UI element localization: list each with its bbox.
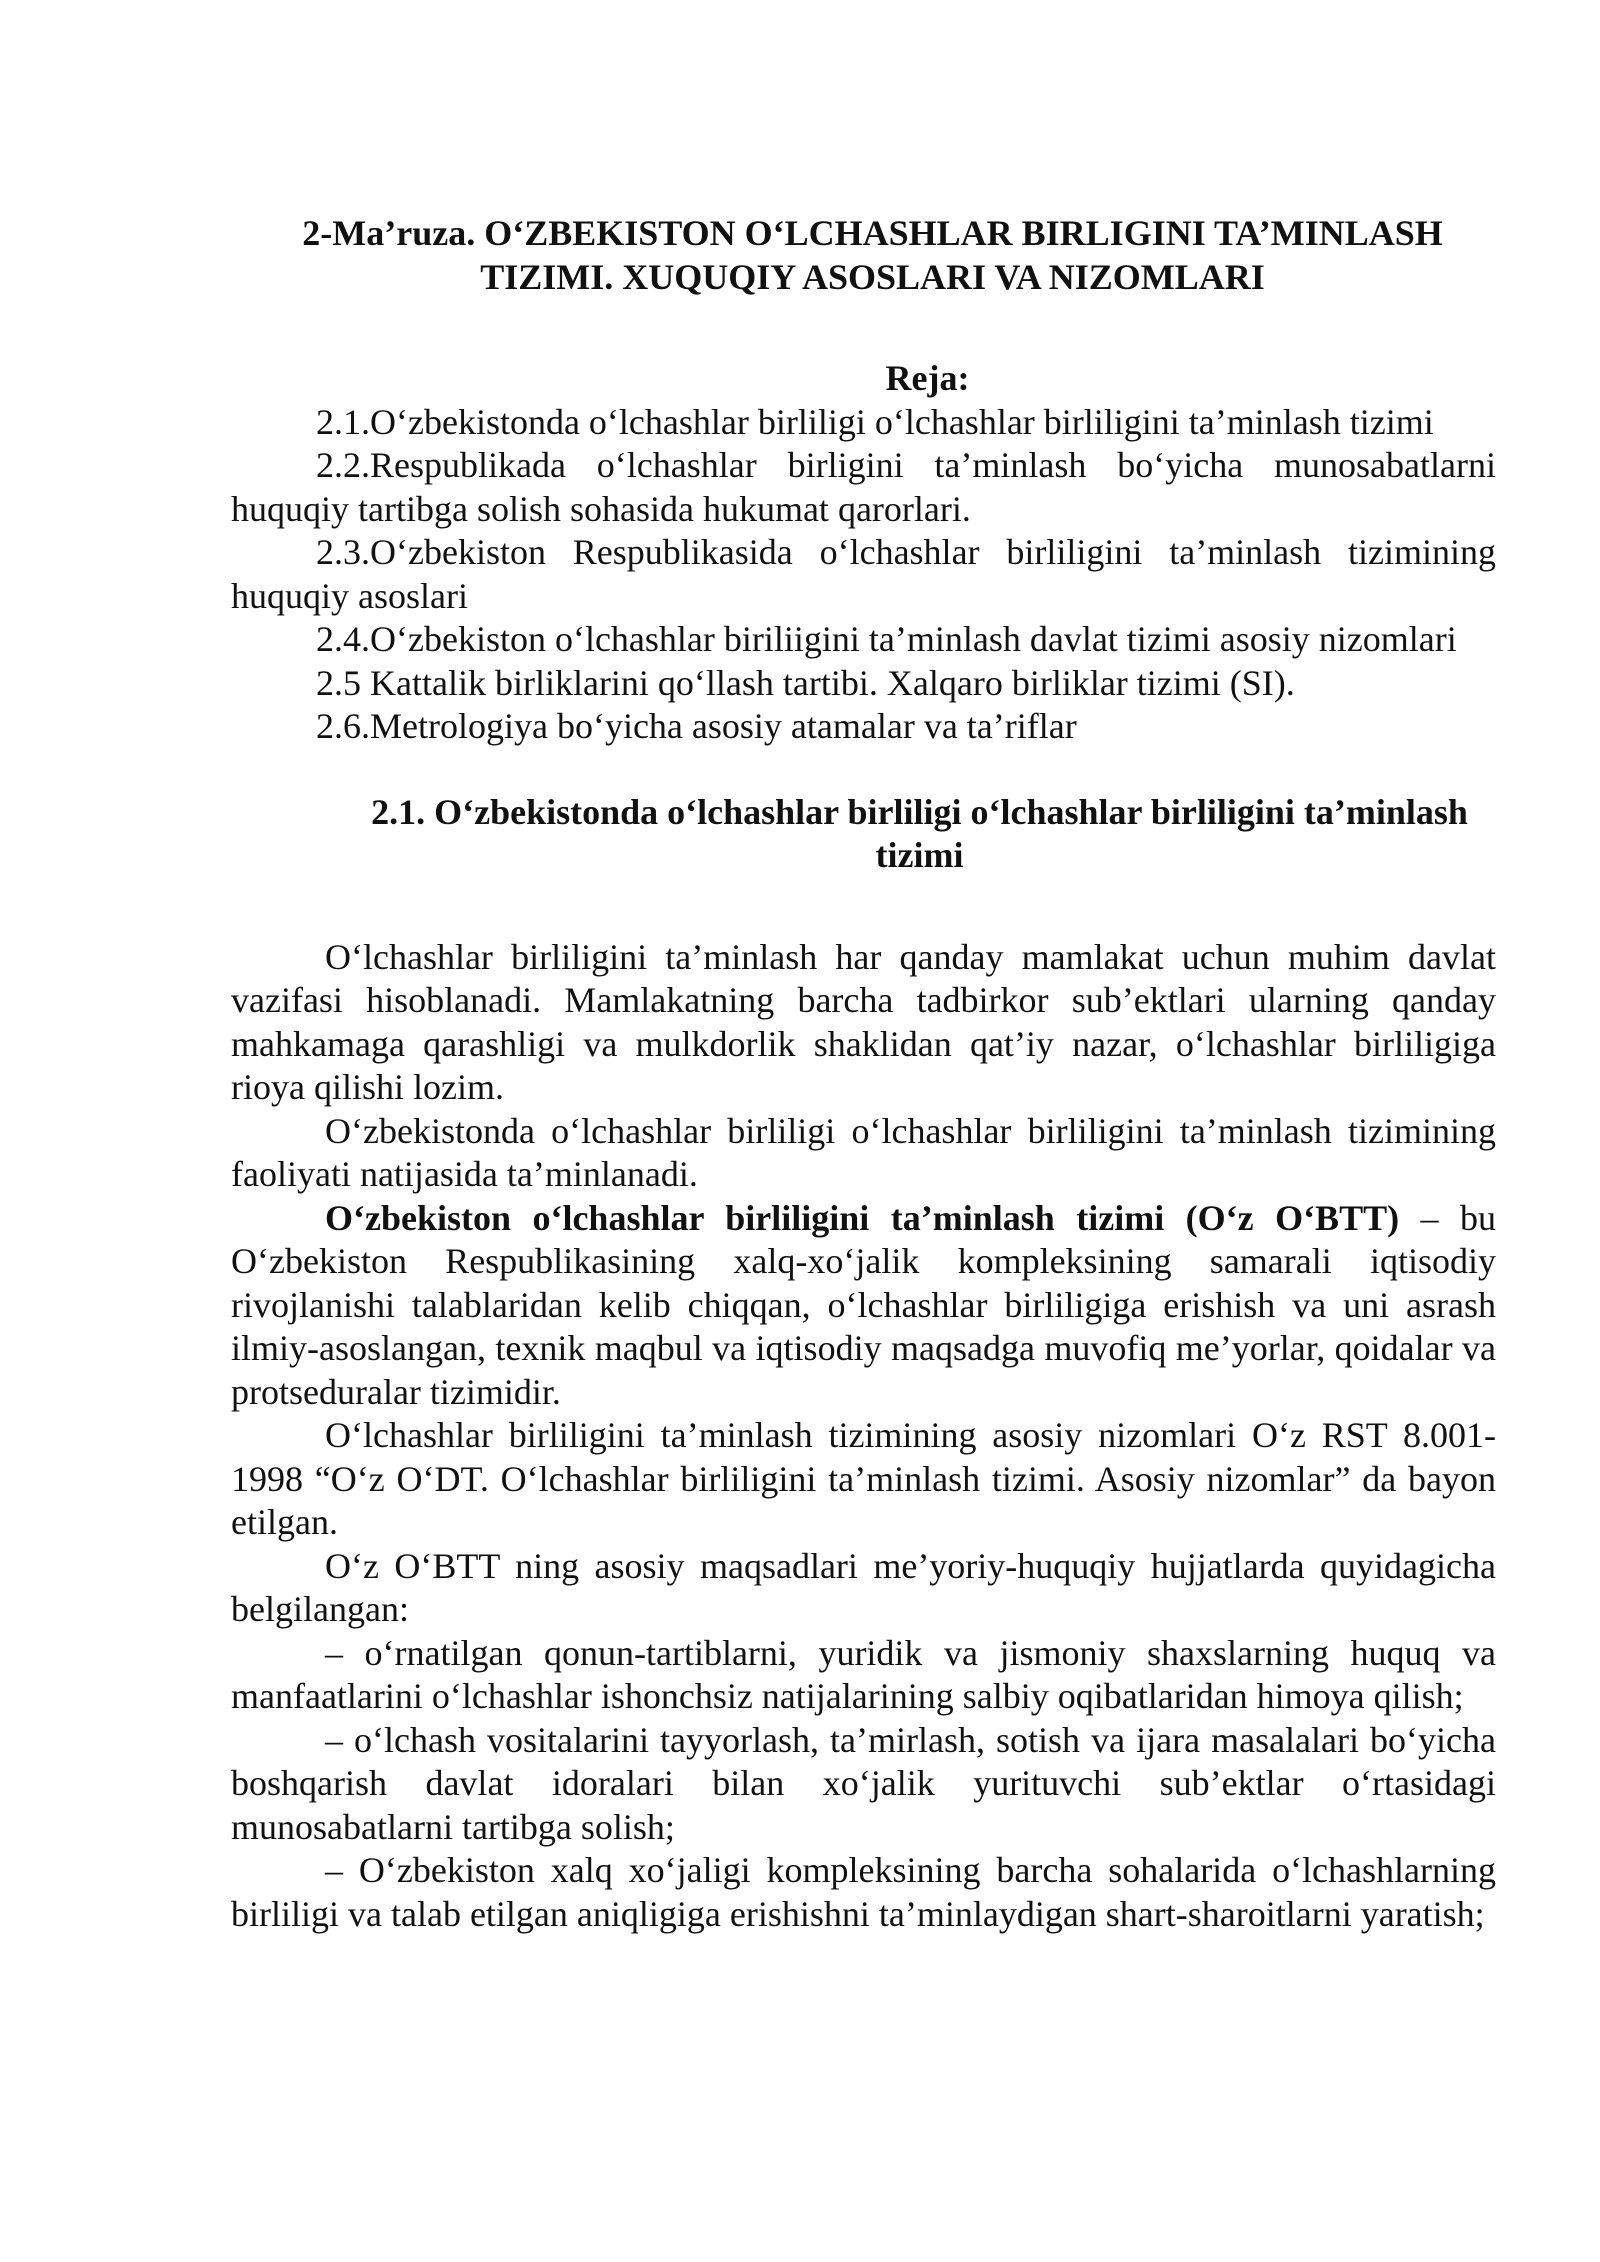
definition-text: – bu O‘zbekiston Respublikasining xalq-xo‘jalik kompleksining samarali iqtisodiy rivojlanishi talablaridan kelib chiqqan, o‘lchashlar birliligiga erishish va uni asrash ilmiy-asoslangan, texnik maqbul va iqtisodiy maqsadga muvofiq me’yorlar, qoidalar va protseduralar tizimidir.: [231, 1197, 1497, 1412]
plan-item: 2.2.Respublikada o‘lchashlar birligini ta’minlash bo‘yicha munosabatlarni huquqiy tartibga solish sohasida hukumat qarorlari.: [231, 445, 1496, 529]
plan-heading: Reja:: [885, 358, 970, 398]
plan-list: [231, 401, 1496, 749]
document-page: [231, 212, 1496, 1936]
paragraph: O‘z O‘BTT ning asosiy maqsadlari me’yoriy-huquqiy hujjatlarda quyidagicha belgilangan:: [231, 1545, 1496, 1629]
paragraph: O‘lchashlar birliligini ta’minlash tizimining asosiy nizomlari O‘z RST 8.001-1998 “O‘z O‘DT. O‘lchashlar birliligini ta’minlash tizimi. Asosiy nizomlar” da bayon etilgan.: [231, 1415, 1496, 1542]
list-item: – o‘lchash vositalarini tayyorlash, ta’mirlash, sotish va ijara masalalari bo‘yicha boshqarish davlat idoralari bilan xo‘jalik yurituvchi sub’ektlar o‘rtasidagi munosabatlarni tartibga solish;: [231, 1719, 1496, 1847]
plan-item: 2.4.O‘zbekiston o‘lchashlar biriliigini ta’minlash davlat tizimi asosiy nizomlari: [316, 619, 1457, 659]
document-title: 2-Ma’ruza. O‘ZBEKISTON O‘LCHASHLAR BIRLIGINI TA’MINLASH TIZIMI. XUQUQIY ASOSLARI VA NIZOMLARI: [302, 213, 1443, 297]
paragraph: O‘zbekistonda o‘lchashlar birliligi o‘lchashlar birliligini ta’minlash tizimining faoliyati natijasida ta’minlanadi.: [231, 1110, 1496, 1194]
section-body: [231, 936, 1496, 1937]
plan-item: 2.6.Metrologiya bo‘yicha asosiy atamalar va ta’riflar: [316, 706, 1077, 746]
definition-paragraph: [231, 1197, 1496, 1415]
paragraph: O‘lchashlar birliligini ta’minlash har qanday mamlakat uchun muhim davlat vazifasi hisoblanadi. Mamlakatning barcha tadbirkor sub’ektlari ularning qanday mahkamaga qarashligi va mulkdorlik shaklidan qat’iy nazar, o‘lchashlar birliligiga rioya qilishi lozim.: [231, 936, 1496, 1107]
plan-item: 2.5 Kattalik birliklarini qo‘llash tartibi. Xalqaro birliklar tizimi (SI).: [316, 662, 1295, 703]
plan-item: 2.3.O‘zbekiston Respublikasida o‘lchashlar birliligini ta’minlash tizimining huquqiy asoslari: [231, 532, 1496, 616]
section-heading: 2.1. O‘zbekistonda o‘lchashlar birliligi o‘lchashlar birliligini ta’minlash tizimi: [371, 791, 1468, 875]
list-item: – o‘rnatilgan qonun-tartiblarni, yuridik va jismoniy shaxslarning huquq va manfaatlarini o‘lchashlar ishonchsiz natijalarining salbiy oqibatlaridan himoya qilish;: [231, 1632, 1496, 1716]
plan-item: 2.1.O‘zbekistonda o‘lchashlar birliligi o‘lchashlar birliligini ta’minlash tizimi: [316, 401, 1434, 442]
definition-term: O‘zbekiston o‘lchashlar birliligini ta’minlash tizimi (O‘z O‘BTT): [325, 1197, 1400, 1238]
list-item: – O‘zbekiston xalq xo‘jaligi kompleksining barcha sohalarida o‘lchashlarning birliligi va talab etilgan aniqligiga erishishni ta’minlaydigan shart-sharoitlarni yaratish;: [231, 1850, 1496, 1934]
